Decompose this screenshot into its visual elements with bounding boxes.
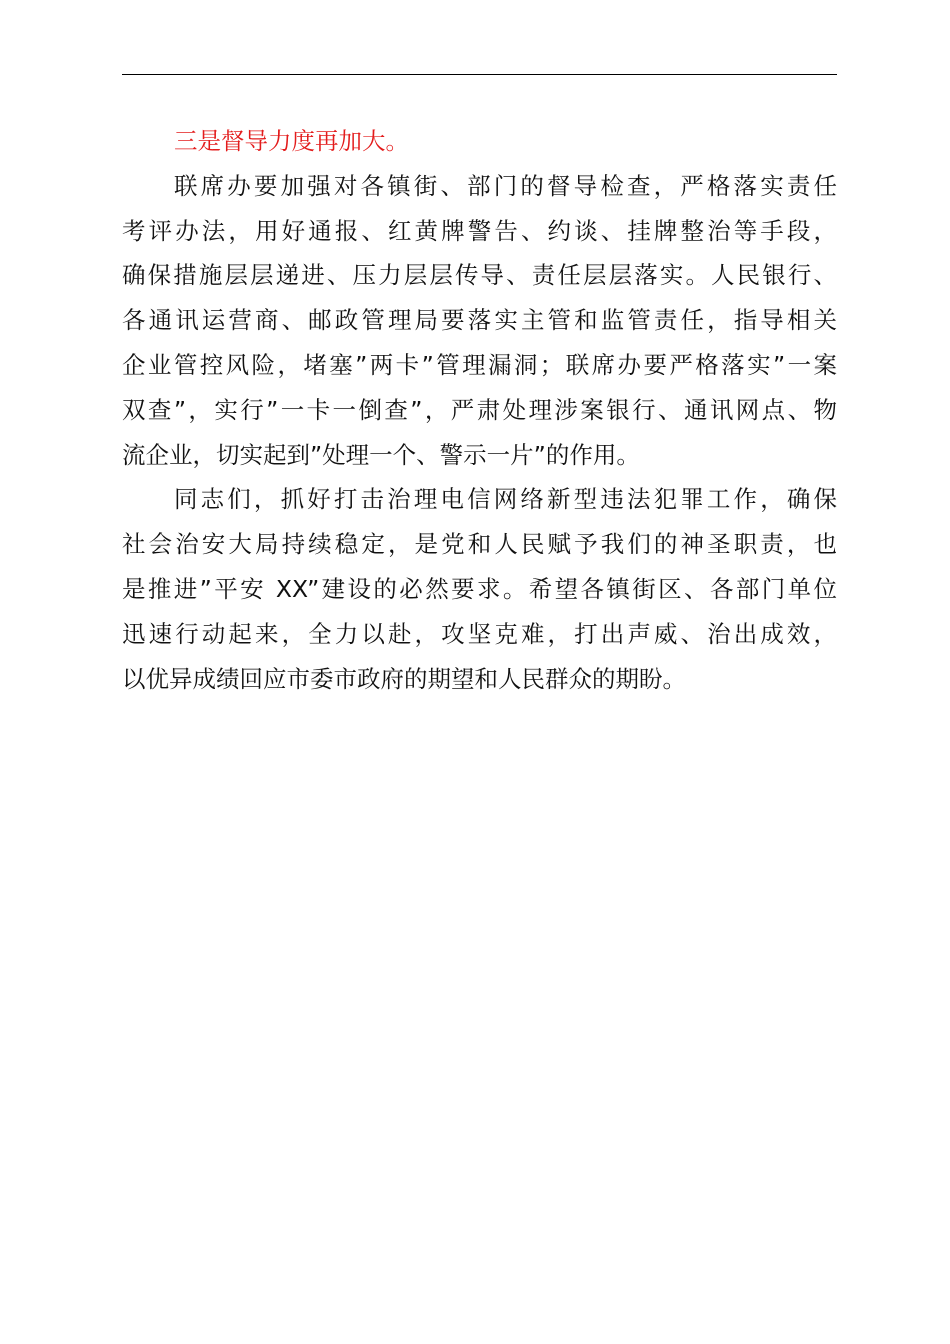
paragraph-line: 考评办法，用好通报、红黄牌警告、约谈、挂牌整治等手段， [122,216,837,245]
paragraph-line: 各通讯运营商、邮政管理局要落实主管和监管责任，指导相关 [122,306,837,335]
paragraph-line: 同志们，抓好打击治理电信网络新型违法犯罪工作，确保 [174,485,837,514]
paragraph-line: 是推进”平安 XX”建设的必然要求。希望各镇街区、各部门单位 [122,574,837,603]
header-rule [122,74,837,75]
section-heading: 三是督导力度再加大。 [174,127,409,155]
paragraph-line: 企业管控风险，堵塞”两卡”管理漏洞；联席办要严格落实”一案 [122,350,837,379]
paragraph-line: 确保措施层层递进、压力层层传导、责任层层落实。人民银行、 [122,261,837,290]
paragraph-line: 以优异成绩回应市委市政府的期望和人民群众的期盼。 [122,664,686,693]
paragraph-line: 迅速行动起来，全力以赴，攻坚克难，打出声威、治出成效， [122,619,837,648]
paragraph-line: 联席办要加强对各镇街、部门的督导检查，严格落实责任 [174,171,837,200]
document-body [122,119,837,701]
paragraph-line: 流企业，切实起到”处理一个、警示一片”的作用。 [122,440,640,469]
paragraph-line: 社会治安大局持续稳定，是党和人民赋予我们的神圣职责，也 [122,530,837,559]
paragraph-1 [122,164,837,478]
paragraph-line: 双查”，实行”一卡一倒查”，严肃处理涉案银行、通讯网点、物 [122,395,837,424]
paragraph-2 [122,477,837,701]
